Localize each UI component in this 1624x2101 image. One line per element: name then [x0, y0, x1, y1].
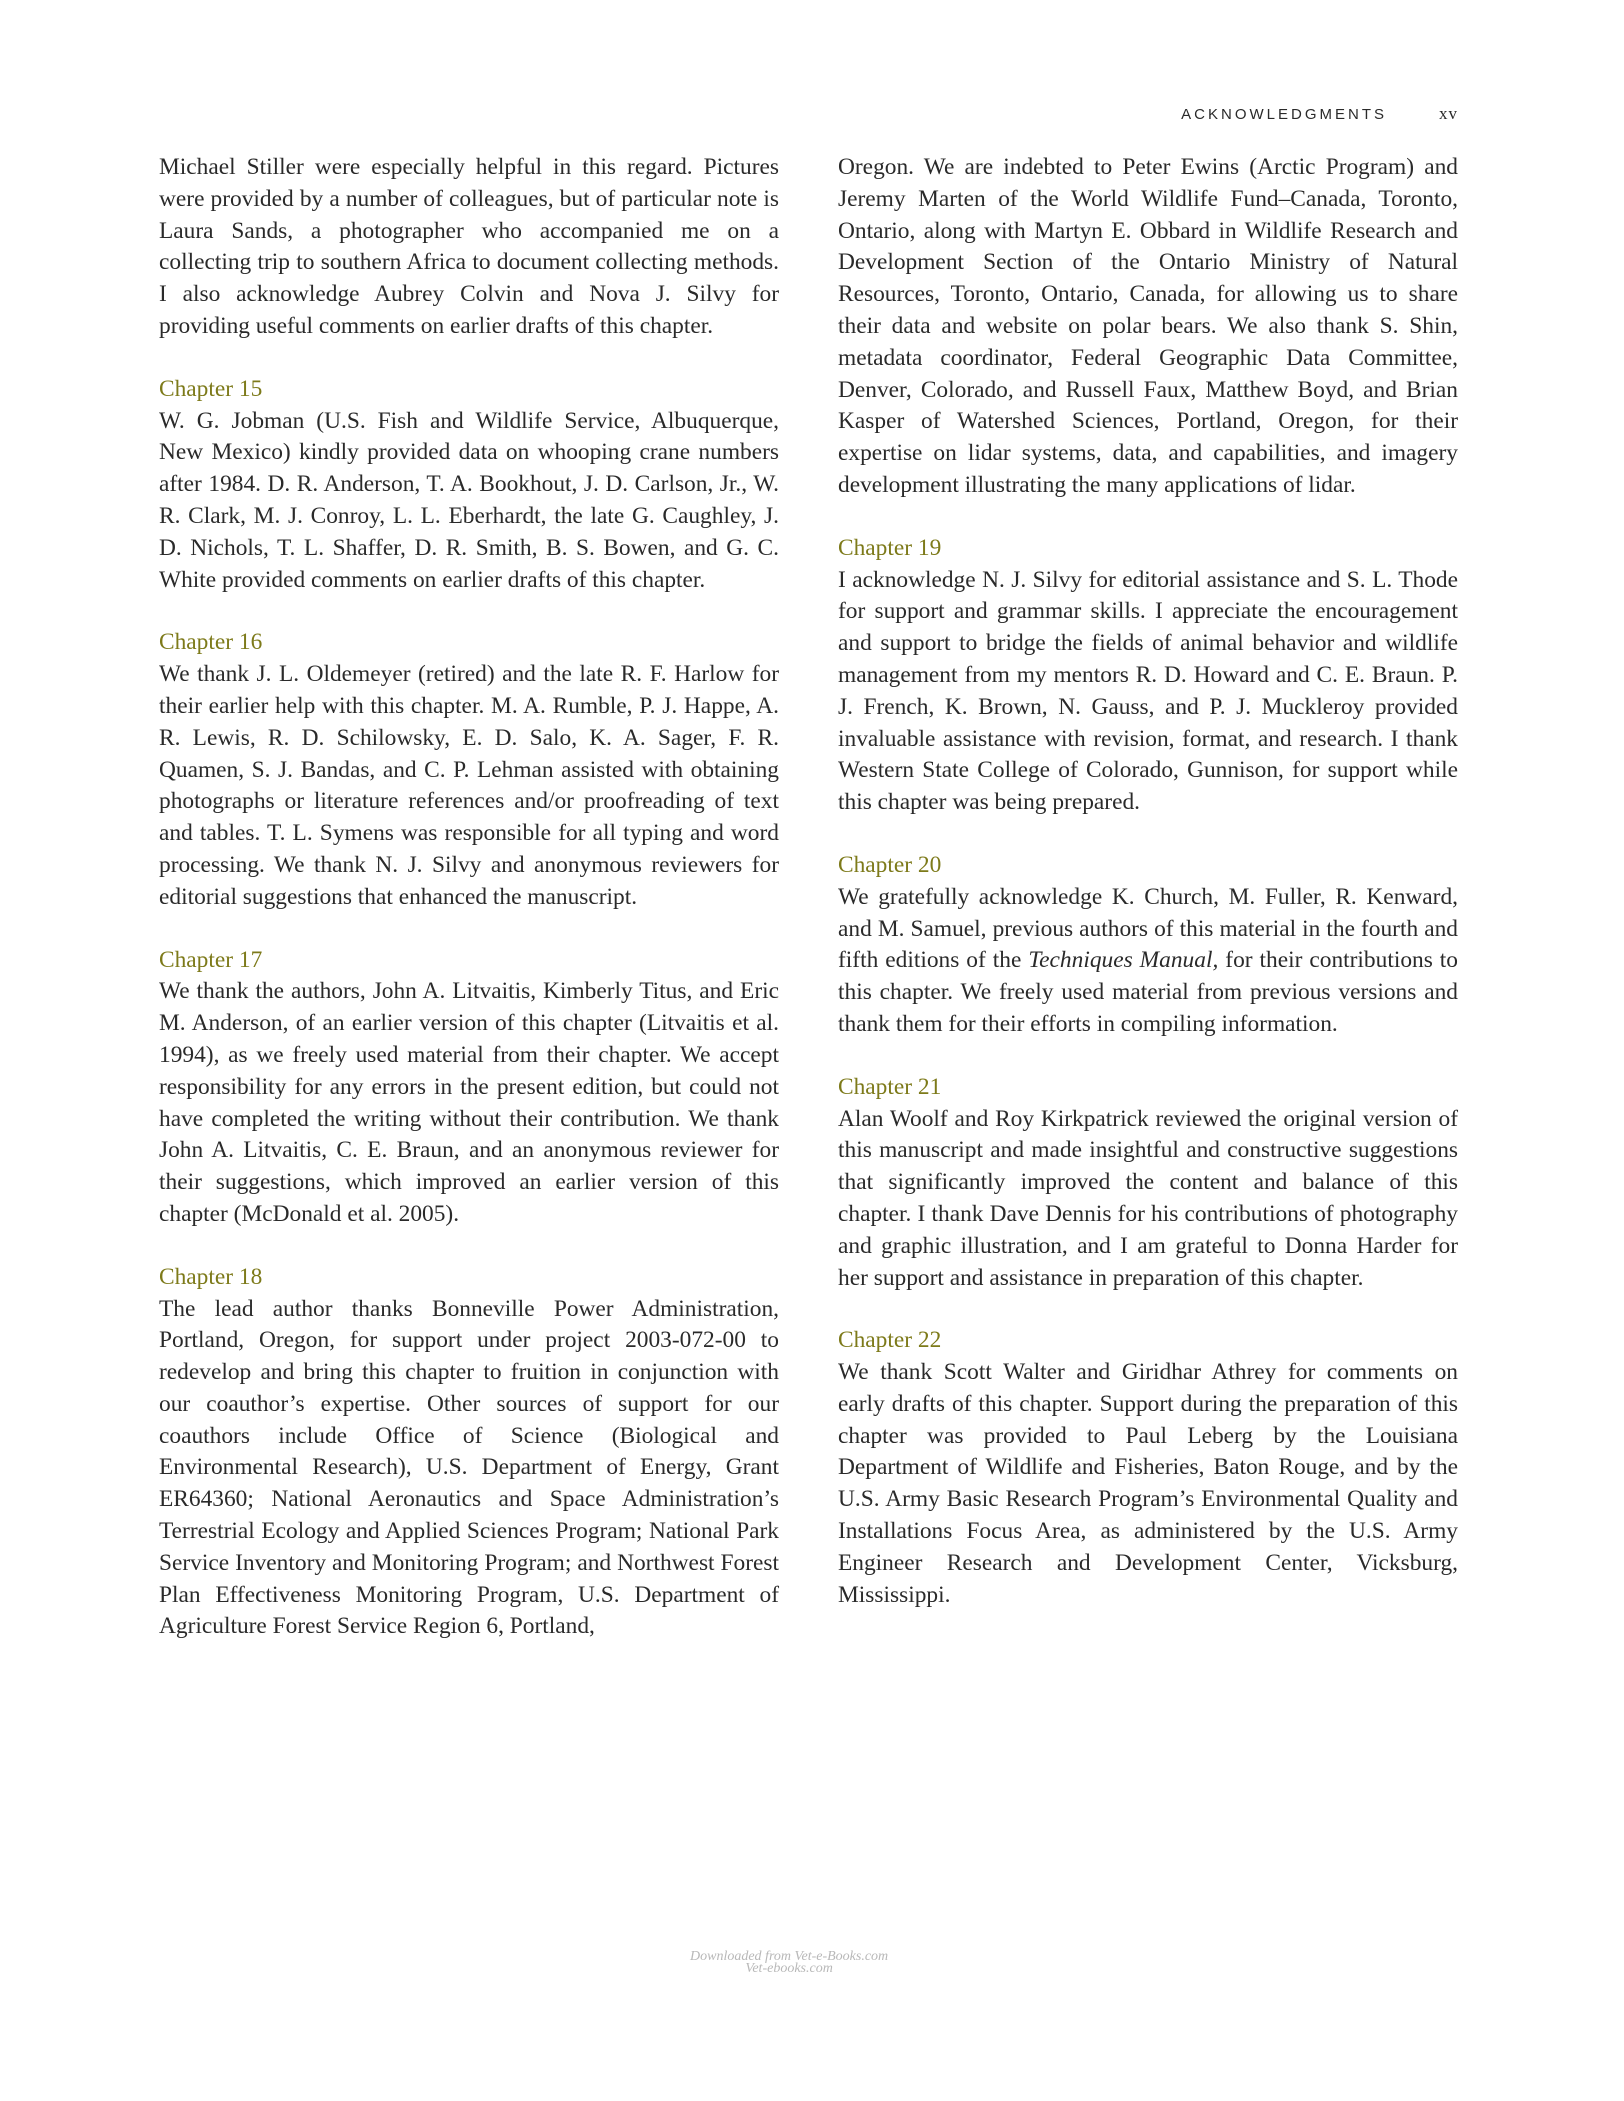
chapter-heading: Chapter 18	[159, 1263, 263, 1290]
chapter-heading: Chapter 16	[159, 629, 263, 656]
chapter-paragraph: W. G. Jobman (U.S. Fish and Wildlife Service, Albuquerque, New Mexico) kindly provided data on whooping crane numbers after 1984. D. R. Anderson, T. A. Bookhout, J. D. Carlson, Jr., W. R. Clark, M. J. Conroy, L. L. Eberhardt, the late G. Caughley, J. D. Nichols, T. L. Shaffer, D. R. Smith, B. S. Bowen, and G. C. White provided comments on earlier drafts of this chapter.	[159, 407, 779, 593]
paragraph-text: We gratefully acknowledge K. Church, M. Fuller, R. Kenward, and M. Samuel, previous authors of this material in the fourth and fifth editions of the	[838, 883, 1458, 974]
running-head-title: ACKNOWLEDGMENTS	[1181, 106, 1387, 123]
watermark-line: Vet-ebooks.com	[745, 1961, 833, 1976]
chapter-heading: Chapter 20	[838, 851, 942, 878]
watermark-line: Downloaded from Vet-e-Books.com	[690, 1949, 889, 1964]
section-chapter-17	[159, 945, 779, 1231]
chapter-paragraph: I acknowledge N. J. Silvy for editorial assistance and S. L. Thode for support and grammar skills. I appreciate the encouragement and support to bridge the fields of animal behavior and wildlife management from my mentors R. D. Howard and C. E. Braun. P. J. French, K. Brown, N. Gauss, and P. J. Muckleroy provided invaluable assistance with revision, format, and research. I thank Western State College of Colorado, Gunnison, for support while this chapter was being prepared.	[838, 566, 1458, 816]
section-chapter-20	[838, 850, 1458, 1041]
left-column	[159, 152, 779, 1674]
section-chapter-21	[838, 1072, 1458, 1295]
book-title: Techniques Manual,	[1028, 947, 1219, 974]
chapter-heading: Chapter 15	[159, 375, 263, 402]
chapter-heading: Chapter 22	[838, 1327, 942, 1354]
page-number: xv	[1439, 104, 1458, 123]
chapter-paragraph: Alan Woolf and Roy Kirkpatrick reviewed the original version of this manuscript and made insightful and constructive suggestions that significantly improved the content and balance of this chapter. I thank Dave Dennis for his contributions of photography and graphic illustration, and I am grateful to Donna Harder for her support and assistance in preparation of this chapter.	[838, 1105, 1458, 1291]
chapter-paragraph	[838, 882, 1458, 1041]
section-chapter-19	[838, 533, 1458, 819]
download-watermark	[690, 1951, 888, 1975]
continued-section	[838, 152, 1458, 502]
chapter-paragraph: We thank the authors, John A. Litvaitis, Kimberly Titus, and Eric M. Anderson, of an earlier version of this chapter (Litvaitis et al. 1994), as we freely used material from their chapter. We accept responsibility for any errors in the present edition, but could not have completed the writing without their contribution. We thank John A. Litvaitis, C. E. Braun, and an anonymous reviewer for their suggestions, which improved an earlier version of this chapter (McDonald et al. 2005).	[159, 978, 779, 1227]
chapter-paragraph: We thank Scott Walter and Giridhar Athrey for comments on early drafts of this chapter. Support during the preparation of this chapter was provided to Paul Leberg by the Louisiana Department of Wildlife and Fisheries, Baton Rouge, and by the U.S. Army Basic Research Program’s Environmental Quality and Installations Focus Area, as administered by the U.S. Army Engineer Research and Development Center, Vicksburg, Mississippi.	[838, 1359, 1458, 1608]
right-column	[838, 152, 1458, 1674]
chapter-heading: Chapter 17	[159, 946, 263, 973]
continued-paragraph: Oregon. We are indebted to Peter Ewins (Arctic Program) and Jeremy Marten of the World Wildlife Fund–Canada, Toronto, Ontario, along with Martyn E. Obbard in Wildlife Research and Development Section of the Ontario Ministry of Natural Resources, Toronto, Ontario, Canada, for allowing us to share their data and website on polar bears. We also thank S. Shin, metadata coordinator, Federal Geographic Data Committee, Denver, Colorado, and Russell Faux, Matthew Boyd, and Brian Kasper of Watershed Sciences, Portland, Oregon, for their expertise on lidar systems, data, and capabilities, and imagery development illustrating the many applications of lidar.	[838, 154, 1458, 498]
section-chapter-18	[159, 1262, 779, 1644]
continued-section	[159, 152, 779, 343]
section-chapter-16	[159, 627, 779, 913]
chapter-heading: Chapter 19	[838, 534, 942, 561]
chapter-heading: Chapter 21	[838, 1073, 942, 1100]
section-chapter-22	[838, 1325, 1458, 1611]
section-chapter-15	[159, 374, 779, 597]
continued-paragraph: Michael Stiller were especially helpful in this regard. Pictures were provided by a number of colleagues, but of particular note is Laura Sands, a photographer who accompanied me on a collecting trip to southern Africa to document collecting methods. I also acknowledge Aubrey Colvin and Nova J. Silvy for providing useful comments on earlier drafts of this chapter.	[159, 154, 779, 339]
paragraph-text: for their contributions to this chapter. We freely used material from previous versions and thank them for their efforts in compiling information.	[838, 947, 1458, 1037]
chapter-paragraph: The lead author thanks Bonneville Power Administration, Portland, Oregon, for support under project 2003-072-00 to redevelop and bring this chapter to fruition in conjunction with our coauthor’s expertise. Other sources of support for our coauthors include Office of Science (Biological and Environmental Research), U.S. Department of Energy, Grant ER64360; National Aeronautics and Space Administration’s Terrestrial Ecology and Applied Sciences Program; National Park Service Inventory and Monitoring Program; and Northwest Forest Plan Effectiveness Monitoring Program, U.S. Department of Agriculture Forest Service Region 6, Portland,	[159, 1295, 779, 1640]
running-head	[1181, 104, 1458, 124]
chapter-paragraph: We thank J. L. Oldemeyer (retired) and the late R. F. Harlow for their earlier help with this chapter. M. A. Rumble, P. J. Happe, A. R. Lewis, R. D. Schilowsky, E. D. Salo, K. A. Sager, F. R. Quamen, S. J. Bandas, and C. P. Lehman assisted with obtaining photographs or literature references and/or proofreading of text and tables. T. L. Symens was responsible for all typing and word processing. We thank N. J. Silvy and anonymous reviewers for editorial suggestions that enhanced the manuscript.	[159, 661, 779, 910]
text-columns	[159, 152, 1458, 1674]
